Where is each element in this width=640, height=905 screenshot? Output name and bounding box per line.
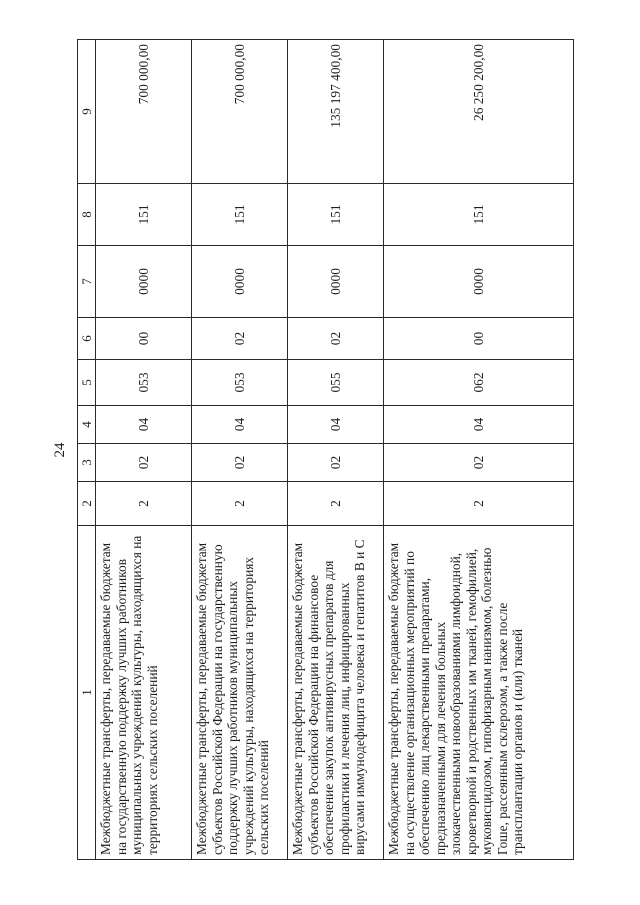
cell-c6: 00: [96, 318, 192, 360]
cell-c6: 02: [192, 318, 288, 360]
cell-c2: 2: [288, 482, 384, 526]
table-row: [192, 40, 288, 860]
page-number: 24: [52, 442, 68, 458]
cell-amount: 700 000,00: [96, 40, 192, 184]
budget-table: [77, 39, 574, 860]
cell-amount: 135 197 400,00: [288, 40, 384, 184]
cell-c4: 04: [288, 406, 384, 444]
col-header-9: 9: [78, 40, 96, 184]
cell-c5: 053: [192, 360, 288, 406]
header-row: [78, 40, 96, 860]
cell-c8: 151: [384, 184, 574, 246]
cell-c3: 02: [288, 444, 384, 482]
row-name: Межбюджетные трансферты, передаваемые бюджетам на осуществление организационных мероприятий по обеспечению лиц лекарственными препаратами, предназначенными для лечения больных злокачественными новообразованиями лимфоидной, кроветворной и родственных им тканей, гемофилией, муковисцидозом, гипофизарным нанизмом, болезнью Гоше, рассеянным склерозом, а также после трансплантации органов и (или) тканей: [384, 526, 574, 860]
col-header-8: 8: [78, 184, 96, 246]
cell-c7: 0000: [288, 246, 384, 318]
table-row: [288, 40, 384, 860]
cell-c3: 02: [384, 444, 574, 482]
cell-c3: 02: [192, 444, 288, 482]
cell-c5: 062: [384, 360, 574, 406]
cell-c5: 055: [288, 360, 384, 406]
col-header-3: 3: [78, 444, 96, 482]
row-name: Межбюджетные трансферты, передаваемые бюджетам субъектов Российской Федерации на государственную поддержку лучших работников муниципальных учреждений культуры, находящихся на территориях сельских поселений: [192, 526, 288, 860]
cell-c8: 151: [96, 184, 192, 246]
cell-c2: 2: [384, 482, 574, 526]
cell-amount: 26 250 200,00: [384, 40, 574, 184]
cell-c4: 04: [384, 406, 574, 444]
row-name: Межбюджетные трансферты, передаваемые бюджетам субъектов Российской Федерации на финансовое обеспечение закупок антивирусных препаратов для профилактики и лечения лиц, инфицированных вирусами иммунодефицита человека и гепатитов В и С: [288, 526, 384, 860]
cell-c4: 04: [192, 406, 288, 444]
row-name: Межбюджетные трансферты, передаваемые бюджетам на государственную поддержку лучших работников муниципальных учреждений культуры, находящихся на территориях сельских поселений: [96, 526, 192, 860]
table-row: [384, 40, 574, 860]
col-header-7: 7: [78, 246, 96, 318]
cell-c6: 02: [288, 318, 384, 360]
col-header-4: 4: [78, 406, 96, 444]
cell-c8: 151: [192, 184, 288, 246]
col-header-1: 1: [78, 526, 96, 860]
cell-amount: 700 000,00: [192, 40, 288, 184]
cell-c4: 04: [96, 406, 192, 444]
cell-c7: 0000: [96, 246, 192, 318]
col-header-2: 2: [78, 482, 96, 526]
col-header-6: 6: [78, 318, 96, 360]
col-header-5: 5: [78, 360, 96, 406]
cell-c2: 2: [192, 482, 288, 526]
table-row: [96, 40, 192, 860]
cell-c3: 02: [96, 444, 192, 482]
rotated-page: [50, 40, 610, 860]
cell-c2: 2: [96, 482, 192, 526]
cell-c5: 053: [96, 360, 192, 406]
cell-c8: 151: [288, 184, 384, 246]
cell-c7: 0000: [384, 246, 574, 318]
cell-c7: 0000: [192, 246, 288, 318]
cell-c6: 00: [384, 318, 574, 360]
